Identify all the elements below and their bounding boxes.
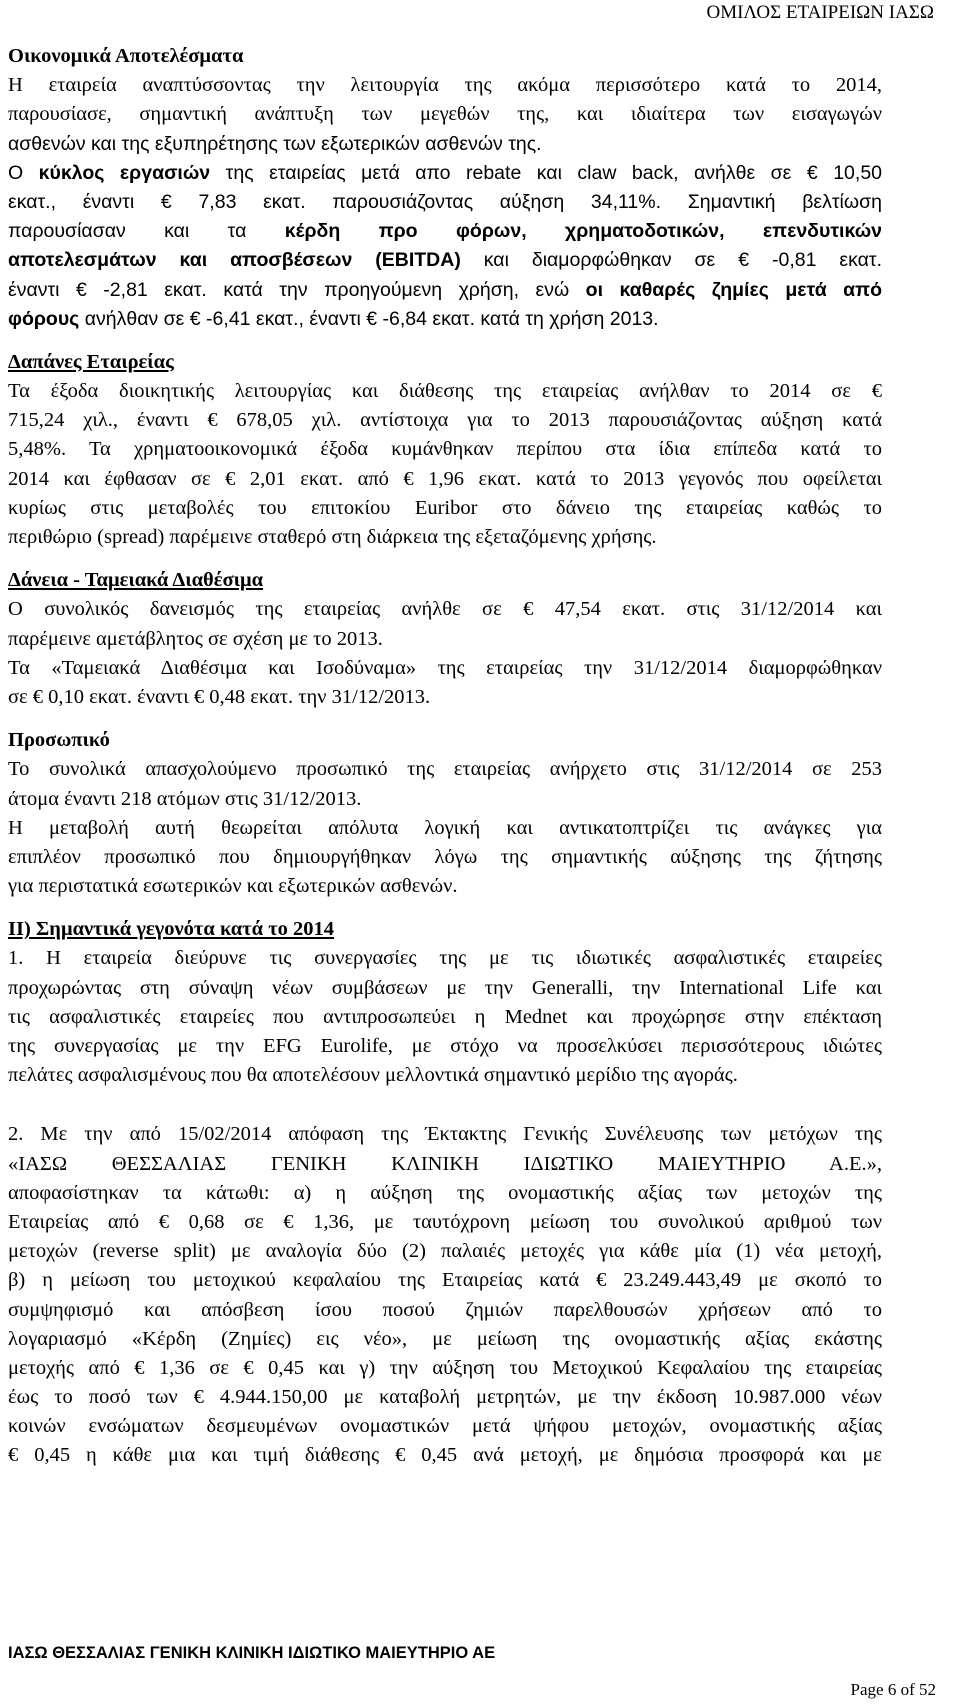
page-number: Page 6 of 52 — [850, 1680, 936, 1699]
text-line: Ο συνολικός δανεισμός της εταιρείας ανήλθε σε € 47,54 εκατ. στις 31/12/2014 και — [8, 598, 882, 621]
section-title-company-expenses: Δαπάνες Εταιρείας — [8, 350, 174, 373]
text-line: Η εταιρεία αναπτύσσοντας την λειτουργία της ακόμα περισσότερο κατά το 2014, — [8, 74, 882, 97]
text-line: συμψηφισμό και απόσβεση ίσου ποσού ζημιών παρελθουσών χρήσεων από το — [8, 1298, 882, 1321]
text-line: Τα έξοδα διοικητικής λειτουργίας και διάθεσης της εταιρείας ανήλθαν το 2014 σε € — [8, 380, 882, 403]
text-line: Εταιρείας από € 0,68 σε € 1,36, με ταυτόχρονη μείωση του συνολικού αριθμού των — [8, 1210, 882, 1233]
text-line: για περιστατικά εσωτερικών και εξωτερικών ασθενών. — [8, 875, 458, 898]
text-line: αποφασίστηκαν τα κάτωθι: α) η αύξηση της ονομαστικής αξίας των μετοχών της — [8, 1181, 882, 1204]
text-line: επιπλέον προσωπικό που δημιουργήθηκαν λόγω της σημαντικής αύξησης της ζήτησης — [8, 845, 882, 868]
section-title-significant-events: ΙΙ) Σημαντικά γεγονότα κατά το 2014 — [8, 918, 335, 941]
text-line: περιθώριο (spread) παρέμεινε σταθερό στη διάρκεια της εξεταζόμενης χρήσης. — [8, 526, 657, 548]
text-line: 2014 και έφθασαν σε € 2,01 εκατ. από € 1,96 εκατ. κατά το 2013 γεγονός που οφείλεται — [8, 467, 882, 490]
text-line: παρουσίασε, σημαντική ανάπτυξη των μεγεθών της, και ιδιαίτερα των εισαγωγών — [8, 103, 882, 126]
text-line: σε € 0,10 εκατ. έναντι € 0,48 εκατ. την 31/12/2013. — [8, 685, 431, 708]
text-line: Η μεταβολή αυτή θεωρείται απόλυτα λογική και αντικατοπτρίζει τις ανάγκες για — [8, 816, 882, 839]
text-line: προχωρώντας στη σύναψη νέων συμβάσεων με την Generalli, την International Life και — [8, 976, 882, 999]
text-line: 5,48%. Τα χρηματοοικονομικά έξοδα κυμάνθηκαν περίπου στα ίδια επίπεδα κατά το — [8, 438, 882, 461]
text-line: παρέμεινε αμετάβλητος σε σχέση με το 2013. — [8, 627, 383, 650]
text-line: 2. Με την από 15/02/2014 απόφαση της Έκτακτης Γενικής Συνέλευσης των μετόχων της — [8, 1123, 882, 1146]
section-title-loans-cash: Δάνεια - Ταμειακά Διαθέσιμα — [8, 569, 264, 592]
text-line: € 0,45 η κάθε μια και τιμή διάθεσης € 0,45 ανά μετοχή, με δημόσια προσφορά και με — [8, 1444, 882, 1467]
text-line: αποτελεσμάτων και αποσβέσεων (EBITDA) και διαμορφώθηκαν σε € -0,81 εκατ. — [8, 249, 882, 272]
text-line: λογαριασμό «Κέρδη (Ζημίες) εις νέο», με μείωση της ονομαστικής αξίας εκάστης — [8, 1327, 882, 1350]
text-line: πελάτες ασφαλισμένους που θα αποτελέσουν μελλοντικά σημαντικό μερίδιο της αγοράς. — [8, 1064, 738, 1087]
text-line: άτομα έναντι 218 ατόμων στις 31/12/2013. — [8, 787, 362, 810]
text-line: τις ασφαλιστικές εταιρείες που αντιπροσωπεύει η Mednet και προχώρησε στην επέκταση — [8, 1005, 882, 1028]
text-line: παρουσίασαν και τα κέρδη προ φόρων, χρηματοδοτικών, επενδυτικών — [8, 220, 883, 243]
text-line: «ΙΑΣΩ ΘΕΣΣΑΛΙΑΣ ΓΕΝΙΚΗ ΚΛΙΝΙΚΗ ΙΔΙΩΤΙΚΟ ΜΑΙΕΥΤΗΡΙΟ Α.Ε.», — [8, 1152, 882, 1175]
text-line: 1. Η εταιρεία διεύρυνε τις συνεργασίες της με τις ιδιωτικές ασφαλιστικές εταιρείες — [8, 947, 882, 970]
text-line: ασθενών και της εξυπηρέτησης των εξωτερικών ασθενών της. — [8, 132, 542, 155]
text-line: εκατ., έναντι € 7,83 εκατ. παρουσιάζοντας αύξηση 34,11%. Σημαντική βελτίωση — [8, 190, 882, 213]
text-line: της συνεργασίας με την EFG Eurolife, με στόχο να προσελκύσει περισσότερους ιδιώτες — [8, 1035, 882, 1057]
text-line: Τα «Ταμειακά Διαθέσιμα και Ισοδύναμα» της εταιρείας την 31/12/2014 διαμορφώθηκαν — [8, 656, 882, 679]
text-line: μετοχής από € 1,36 σε € 0,45 και γ) την αύξηση του Μετοχικού Κεφαλαίου της εταιρείας — [8, 1356, 882, 1379]
text-line: β) η μείωση του μετοχικού κεφαλαίου της Εταιρείας κατά € 23.249.443,49 με σκοπό το — [8, 1269, 882, 1292]
footer-company-name: ΙΑΣΩ ΘΕΣΣΑΛΙΑΣ ΓΕΝΙΚΗ ΚΛΙΝΙΚΗ ΙΔΙΩΤΙΚΟ ΜΑΙΕΥΤΗΡΙΟ ΑΕ — [8, 1644, 496, 1662]
document-body — [8, 42, 882, 1471]
text-line: έναντι € -2,81 εκατ. κατά την προηγούμενη χρήση, ενώ οι καθαρές ζημίες μετά από — [8, 278, 882, 301]
running-header: ΟΜΙΛΟΣ ΕΤΑΙΡΕΙΩΝ ΙΑΣΩ — [706, 2, 934, 23]
text-line: 715,24 χιλ., έναντι € 678,05 χιλ. αντίστοιχα για το 2013 παρουσιάζοντας αύξηση κατά — [8, 409, 882, 432]
section-title-personnel: Προσωπικό — [8, 729, 110, 752]
text-line: Το συνολικά απασχολούμενο προσωπικό της εταιρείας ανήρχετο στις 31/12/2014 σε 253 — [8, 758, 882, 781]
section-title-financial-results: Οικονομικά Αποτελέσματα — [8, 45, 244, 67]
text-line: κοινών ενσώματων δεσμευμένων ονομαστικών μετά ψήφου μετοχών, ονομαστικής αξίας — [8, 1415, 882, 1438]
text-line: έως το ποσό των € 4.944.150,00 με καταβολή μετρητών, με την έκδοση 10.987.000 νέων — [8, 1386, 882, 1409]
text-line: φόρους ανήλθαν σε € -6,41 εκατ., έναντι € -6,84 εκατ. κατά τη χρήση 2013. — [8, 307, 659, 330]
text-line: κυρίως στις μεταβολές του επιτοκίου Euribor στο δάνειο της εταιρείας καθώς το — [8, 496, 882, 519]
text-line: Ο κύκλος εργασιών της εταιρείας μετά απο rebate και claw back, ανήλθε σε € 10,50 — [8, 161, 883, 184]
text-line: μετοχών (reverse split) με αναλογία δύο (2) παλαιές μετοχές για κάθε μία (1) νέα μετοχή, — [8, 1240, 882, 1263]
